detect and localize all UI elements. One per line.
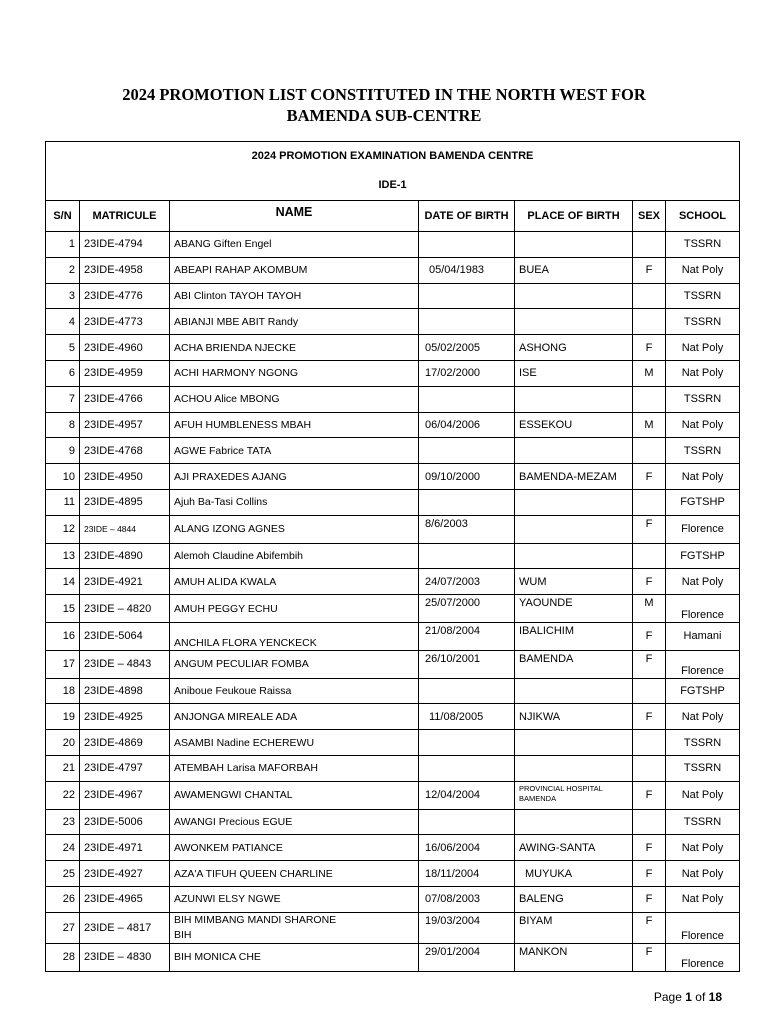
cell-date-of-birth <box>419 678 515 704</box>
cell-date-of-birth: 19/03/2004 <box>419 912 515 943</box>
cell-school: TSSRN <box>666 386 740 412</box>
cell-date-of-birth: 26/10/2001 <box>419 650 515 678</box>
cell-school: Nat Poly <box>666 464 740 490</box>
cell-matricule: 23IDE-4927 <box>80 861 170 887</box>
document-title-line-2: BAMENDA SUB-CENTRE <box>286 106 482 125</box>
cell-sn: 17 <box>46 650 80 678</box>
cell-sn: 12 <box>46 515 80 543</box>
cell-sn: 5 <box>46 335 80 361</box>
header-name: NAME <box>170 201 419 232</box>
cell-sn: 20 <box>46 730 80 756</box>
cell-school: Nat Poly <box>666 861 740 887</box>
cell-sex: F <box>633 886 666 912</box>
cell-matricule: 23IDE-4766 <box>80 386 170 412</box>
table-row <box>46 360 740 386</box>
cell-place-of-birth: WUM <box>515 569 633 595</box>
exam-banner-title: 2024 PROMOTION EXAMINATION BAMENDA CENTRE <box>251 150 534 162</box>
table-row <box>46 704 740 730</box>
cell-name: ANCHILA FLORA YENCKECK <box>170 622 419 650</box>
cell-name: AMUH PEGGY ECHU <box>170 595 419 623</box>
cell-sn: 11 <box>46 489 80 515</box>
cell-sn: 14 <box>46 569 80 595</box>
cell-place-of-birth <box>515 309 633 335</box>
cell-matricule: 23IDE-4959 <box>80 360 170 386</box>
cell-school: Florence <box>666 515 740 543</box>
cell-name: ABEAPI RAHAP AKOMBUM <box>170 257 419 283</box>
cell-name: ASAMBI Nadine ECHEREWU <box>170 730 419 756</box>
cell-name: Ajuh Ba-Tasi Collins <box>170 489 419 515</box>
cell-matricule: 23IDE-4958 <box>80 257 170 283</box>
cell-sex: F <box>633 569 666 595</box>
cell-school: Nat Poly <box>666 886 740 912</box>
cell-sex: F <box>633 464 666 490</box>
cell-name: AWONKEM PATIANCE <box>170 835 419 861</box>
cell-place-of-birth: BAMENDA-MEZAM <box>515 464 633 490</box>
name-line-2: BIH <box>174 928 192 941</box>
cell-sn: 1 <box>46 232 80 258</box>
cell-sex: F <box>633 943 666 971</box>
cell-place-of-birth: NJIKWA <box>515 704 633 730</box>
document-title <box>0 84 768 126</box>
cell-sex: M <box>633 360 666 386</box>
table-row <box>46 232 740 258</box>
cell-school: TSSRN <box>666 730 740 756</box>
cell-sex <box>633 678 666 704</box>
cell-matricule: 23IDE-4898 <box>80 678 170 704</box>
cell-date-of-birth: 29/01/2004 <box>419 943 515 971</box>
table-row <box>46 543 740 569</box>
cell-date-of-birth: 8/6/2003 <box>419 515 515 543</box>
cell-place-of-birth <box>515 232 633 258</box>
cell-school: TSSRN <box>666 283 740 309</box>
cell-name: AMUH ALIDA KWALA <box>170 569 419 595</box>
cell-date-of-birth: 11/08/2005 <box>419 704 515 730</box>
cell-sex <box>633 755 666 781</box>
cell-sn: 10 <box>46 464 80 490</box>
cell-sex: F <box>633 515 666 543</box>
table-row <box>46 730 740 756</box>
cell-matricule: 23IDE – 4830 <box>80 943 170 971</box>
header-date-of-birth: DATE OF BIRTH <box>419 201 515 232</box>
cell-place-of-birth: BIYAM <box>515 912 633 943</box>
header-sex: SEX <box>633 201 666 232</box>
cell-name: BIH MONICA CHE <box>170 943 419 971</box>
table-row <box>46 569 740 595</box>
cell-place-of-birth <box>515 515 633 543</box>
cell-date-of-birth <box>419 386 515 412</box>
cell-date-of-birth <box>419 730 515 756</box>
header-matricule: MATRICULE <box>80 201 170 232</box>
cell-matricule: 23IDE-4895 <box>80 489 170 515</box>
cell-sex: F <box>633 335 666 361</box>
cell-place-of-birth: AWING-SANTA <box>515 835 633 861</box>
cell-sn: 2 <box>46 257 80 283</box>
cell-sn: 18 <box>46 678 80 704</box>
cell-place-of-birth: ASHONG <box>515 335 633 361</box>
cell-sn: 4 <box>46 309 80 335</box>
cell-name: AJI PRAXEDES AJANG <box>170 464 419 490</box>
cell-date-of-birth <box>419 755 515 781</box>
cell-matricule: 23IDE-4950 <box>80 464 170 490</box>
header-row <box>46 201 740 232</box>
cell-sex <box>633 283 666 309</box>
cell-matricule: 23IDE-4957 <box>80 412 170 438</box>
cell-place-of-birth: YAOUNDE <box>515 595 633 623</box>
cell-sn: 8 <box>46 412 80 438</box>
cell-matricule: 23IDE-4768 <box>80 438 170 464</box>
table-row <box>46 755 740 781</box>
cell-sex <box>633 543 666 569</box>
cell-sex: F <box>633 861 666 887</box>
table-row <box>46 438 740 464</box>
table-row <box>46 309 740 335</box>
cell-place-of-birth <box>515 283 633 309</box>
cell-date-of-birth: 24/07/2003 <box>419 569 515 595</box>
cell-date-of-birth: 05/02/2005 <box>419 335 515 361</box>
cell-matricule: 23IDE-4960 <box>80 335 170 361</box>
cell-name: ACHOU Alice MBONG <box>170 386 419 412</box>
cell-matricule: 23IDE-4965 <box>80 886 170 912</box>
cell-date-of-birth: 16/06/2004 <box>419 835 515 861</box>
cell-sn: 13 <box>46 543 80 569</box>
cell-school: Florence <box>666 650 740 678</box>
cell-sn: 21 <box>46 755 80 781</box>
cell-sex: F <box>633 257 666 283</box>
cell-place-of-birth <box>515 809 633 835</box>
cell-date-of-birth <box>419 543 515 569</box>
cell-place-of-birth <box>515 678 633 704</box>
header-place-of-birth: PLACE OF BIRTH <box>515 201 633 232</box>
cell-place-of-birth <box>515 730 633 756</box>
cell-school: Hamani <box>666 622 740 650</box>
table-row <box>46 412 740 438</box>
cell-sex: F <box>633 650 666 678</box>
document-title-line-1: 2024 PROMOTION LIST CONSTITUTED IN THE NORTH WEST FOR <box>122 85 646 104</box>
cell-place-of-birth <box>515 755 633 781</box>
table-row <box>46 886 740 912</box>
table-row <box>46 489 740 515</box>
cell-name: Aniboue Feukoue Raissa <box>170 678 419 704</box>
cell-matricule: 23IDE-4773 <box>80 309 170 335</box>
cell-matricule: 23IDE-4890 <box>80 543 170 569</box>
table-row <box>46 386 740 412</box>
cell-matricule: 23IDE – 4820 <box>80 595 170 623</box>
table-row <box>46 622 740 650</box>
cell-date-of-birth: 18/11/2004 <box>419 861 515 887</box>
cell-sex: F <box>633 781 666 809</box>
cell-matricule: 23IDE-4967 <box>80 781 170 809</box>
table-row <box>46 835 740 861</box>
cell-sn: 7 <box>46 386 80 412</box>
cell-sex <box>633 730 666 756</box>
cell-matricule: 23IDE – 4844 <box>80 515 170 543</box>
table-row <box>46 595 740 623</box>
cell-sex <box>633 232 666 258</box>
cell-name: Alemoh Claudine Abifembih <box>170 543 419 569</box>
cell-matricule: 23IDE-4794 <box>80 232 170 258</box>
page-current: 1 <box>685 990 692 1004</box>
cell-school: Nat Poly <box>666 257 740 283</box>
cell-name: AWAMENGWI CHANTAL <box>170 781 419 809</box>
cell-sex: F <box>633 912 666 943</box>
cell-sn: 26 <box>46 886 80 912</box>
cell-date-of-birth: 21/08/2004 <box>419 622 515 650</box>
cell-sex: F <box>633 622 666 650</box>
cell-matricule: 23IDE – 4843 <box>80 650 170 678</box>
cell-place-of-birth: ISE <box>515 360 633 386</box>
cell-place-of-birth <box>515 489 633 515</box>
cell-name: ABI Clinton TAYOH TAYOH <box>170 283 419 309</box>
cell-name: ACHI HARMONY NGONG <box>170 360 419 386</box>
cell-date-of-birth <box>419 809 515 835</box>
place-line-1: PROVINCIAL HOSPITAL <box>519 783 603 793</box>
cell-matricule: 23IDE-4869 <box>80 730 170 756</box>
cell-date-of-birth: 07/08/2003 <box>419 886 515 912</box>
table-row <box>46 335 740 361</box>
table-row <box>46 912 740 943</box>
cell-place-of-birth: BAMENDA <box>515 650 633 678</box>
cell-place-of-birth <box>515 438 633 464</box>
cell-place-of-birth: BALENG <box>515 886 633 912</box>
cell-name: AWANGI Precious EGUE <box>170 809 419 835</box>
cell-sex <box>633 809 666 835</box>
cell-school: TSSRN <box>666 438 740 464</box>
cell-school: Florence <box>666 912 740 943</box>
table-row <box>46 650 740 678</box>
cell-school: Nat Poly <box>666 569 740 595</box>
cell-place-of-birth <box>515 543 633 569</box>
cell-place-of-birth <box>515 781 633 809</box>
cell-sex <box>633 489 666 515</box>
table-row <box>46 943 740 971</box>
cell-sn: 23 <box>46 809 80 835</box>
cell-name: AZA'A TIFUH QUEEN CHARLINE <box>170 861 419 887</box>
cell-matricule: 23IDE-4921 <box>80 569 170 595</box>
cell-sn: 22 <box>46 781 80 809</box>
cell-date-of-birth: 06/04/2006 <box>419 412 515 438</box>
cell-date-of-birth: 05/04/1983 <box>419 257 515 283</box>
banner-row <box>46 142 740 201</box>
cell-place-of-birth: BUEA <box>515 257 633 283</box>
cell-date-of-birth: 12/04/2004 <box>419 781 515 809</box>
cell-name: AZUNWI ELSY NGWE <box>170 886 419 912</box>
promotion-list-table <box>45 141 740 972</box>
cell-place-of-birth: MANKON <box>515 943 633 971</box>
cell-matricule: 23IDE-4797 <box>80 755 170 781</box>
cell-sex: M <box>633 595 666 623</box>
place-line-2: BAMENDA <box>519 793 557 803</box>
cell-name: ANJONGA MIREALE ADA <box>170 704 419 730</box>
table-row <box>46 678 740 704</box>
cell-sn: 6 <box>46 360 80 386</box>
cell-matricule: 23IDE – 4817 <box>80 912 170 943</box>
cell-matricule: 23IDE-5006 <box>80 809 170 835</box>
cell-date-of-birth <box>419 489 515 515</box>
cell-school: Nat Poly <box>666 835 740 861</box>
cell-sn: 19 <box>46 704 80 730</box>
cell-name <box>170 912 419 943</box>
cell-name: ATEMBAH Larisa MAFORBAH <box>170 755 419 781</box>
cell-name: ANGUM PECULIAR FOMBA <box>170 650 419 678</box>
cell-matricule: 23IDE-4776 <box>80 283 170 309</box>
page-word: Page <box>653 990 682 1004</box>
cell-place-of-birth: ESSEKOU <box>515 412 633 438</box>
cell-sn: 24 <box>46 835 80 861</box>
table-row <box>46 809 740 835</box>
cell-date-of-birth <box>419 438 515 464</box>
cell-name: ACHA BRIENDA NJECKE <box>170 335 419 361</box>
table-row <box>46 861 740 887</box>
cell-name: AGWE Fabrice TATA <box>170 438 419 464</box>
cell-date-of-birth: 25/07/2000 <box>419 595 515 623</box>
cell-school: FGTSHP <box>666 543 740 569</box>
cell-sn: 15 <box>46 595 80 623</box>
cell-name: ALANG IZONG AGNES <box>170 515 419 543</box>
header-sn: S/N <box>46 201 80 232</box>
cell-date-of-birth <box>419 232 515 258</box>
cell-school: FGTSHP <box>666 678 740 704</box>
cell-school: Florence <box>666 595 740 623</box>
table-body <box>46 232 740 972</box>
cell-school: FGTSHP <box>666 489 740 515</box>
table-row <box>46 464 740 490</box>
cell-sex <box>633 438 666 464</box>
page-number <box>654 990 722 1004</box>
cell-school: Florence <box>666 943 740 971</box>
cell-date-of-birth: 17/02/2000 <box>419 360 515 386</box>
exam-banner <box>46 142 740 201</box>
exam-banner-level: IDE-1 <box>378 179 407 191</box>
name-line-1: BIH MIMBANG MANDI SHARONE <box>174 913 337 926</box>
cell-sn: 28 <box>46 943 80 971</box>
cell-sex: M <box>633 412 666 438</box>
header-school: SCHOOL <box>666 201 740 232</box>
cell-place-of-birth: IBALICHIM <box>515 622 633 650</box>
cell-date-of-birth: 09/10/2000 <box>419 464 515 490</box>
cell-matricule: 23IDE-5064 <box>80 622 170 650</box>
cell-sex <box>633 386 666 412</box>
cell-school: TSSRN <box>666 809 740 835</box>
cell-date-of-birth <box>419 309 515 335</box>
cell-name: ABANG Giften Engel <box>170 232 419 258</box>
table-row <box>46 515 740 543</box>
cell-school: Nat Poly <box>666 704 740 730</box>
cell-matricule: 23IDE-4971 <box>80 835 170 861</box>
cell-sex <box>633 309 666 335</box>
cell-place-of-birth: MUYUKA <box>515 861 633 887</box>
cell-sn: 16 <box>46 622 80 650</box>
cell-name: AFUH HUMBLENESS MBAH <box>170 412 419 438</box>
cell-sn: 25 <box>46 861 80 887</box>
cell-school: TSSRN <box>666 755 740 781</box>
table-row <box>46 781 740 809</box>
cell-name: ABIANJI MBE ABIT Randy <box>170 309 419 335</box>
cell-matricule: 23IDE-4925 <box>80 704 170 730</box>
cell-sn: 27 <box>46 912 80 943</box>
cell-place-of-birth <box>515 386 633 412</box>
cell-sex: F <box>633 835 666 861</box>
cell-sn: 3 <box>46 283 80 309</box>
cell-date-of-birth <box>419 283 515 309</box>
table-row <box>46 257 740 283</box>
cell-school: Nat Poly <box>666 781 740 809</box>
table-row <box>46 283 740 309</box>
cell-school: TSSRN <box>666 232 740 258</box>
of-word: of <box>695 990 706 1004</box>
cell-school: Nat Poly <box>666 412 740 438</box>
cell-sn: 9 <box>46 438 80 464</box>
cell-school: Nat Poly <box>666 360 740 386</box>
cell-sex: F <box>633 704 666 730</box>
page-total: 18 <box>708 990 722 1004</box>
cell-school: TSSRN <box>666 309 740 335</box>
cell-school: Nat Poly <box>666 335 740 361</box>
